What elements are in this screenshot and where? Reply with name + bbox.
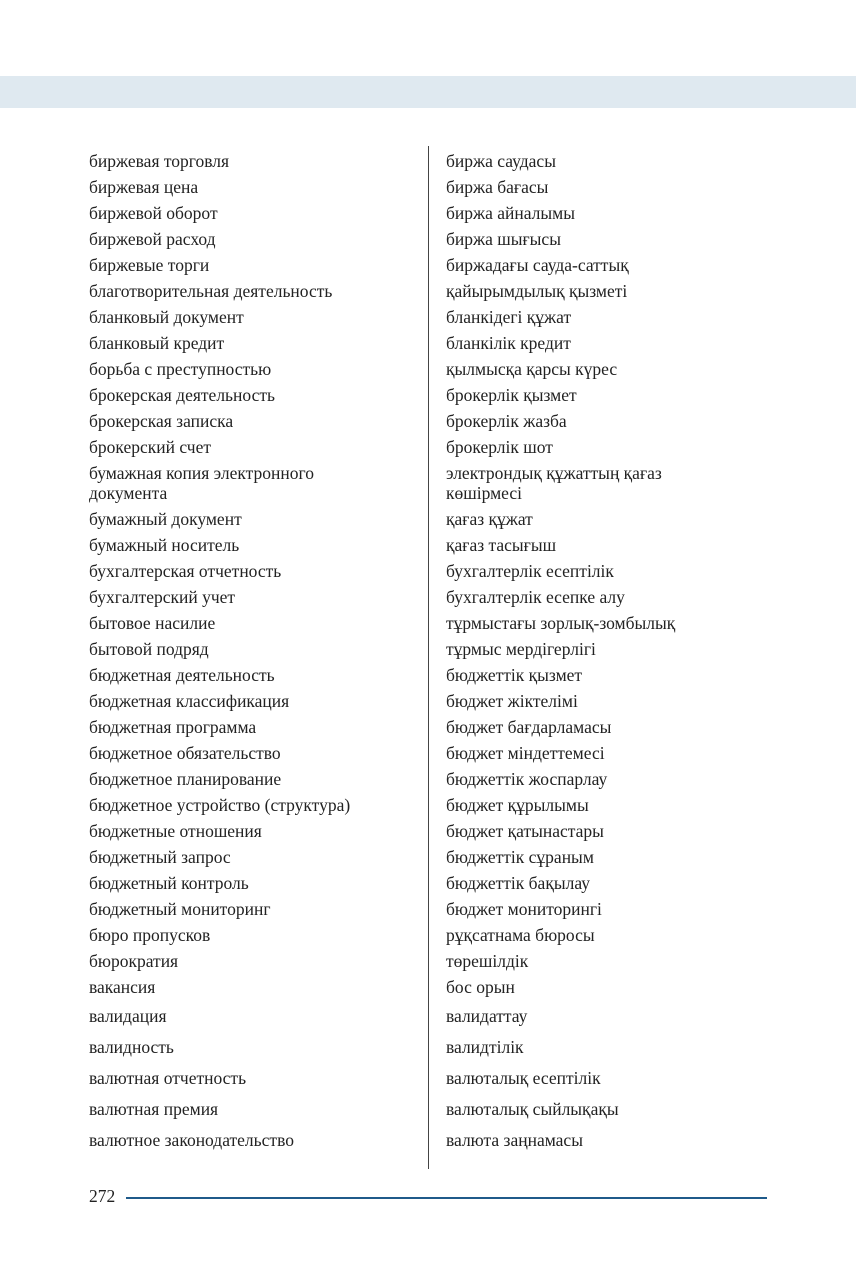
glossary-row [89, 330, 769, 356]
kazakh-term: бюджеттік жоспарлау [446, 769, 608, 789]
kazakh-term: тұрмыс мердігерлігі [446, 639, 596, 659]
kazakh-term: биржа айналымы [446, 203, 575, 223]
glossary-row [89, 382, 769, 408]
glossary-row [89, 356, 769, 382]
glossary-row [89, 1031, 769, 1062]
russian-term: брокерская деятельность [89, 385, 275, 405]
glossary-row [89, 148, 769, 174]
kazakh-term: бланкідегі құжат [446, 307, 572, 327]
kazakh-term: электрондық құжаттың қағаз көшірмесі [446, 463, 662, 503]
kazakh-term: төрешілдік [446, 951, 529, 971]
russian-term: валидность [89, 1036, 174, 1057]
glossary-row [89, 1062, 769, 1093]
kazakh-term: бюджеттік сұраным [446, 847, 594, 867]
kazakh-term: биржа бағасы [446, 177, 549, 197]
kazakh-term: биржа саудасы [446, 151, 556, 171]
kazakh-term: бухгалтерлік есепке алу [446, 587, 625, 607]
glossary-row [89, 792, 769, 818]
glossary-row [89, 408, 769, 434]
glossary-row [89, 304, 769, 330]
russian-term: брокерская записка [89, 411, 234, 431]
glossary-row [89, 434, 769, 460]
kazakh-term: брокерлік қызмет [446, 385, 577, 405]
glossary-table [89, 148, 769, 1155]
glossary-row [89, 896, 769, 922]
russian-term: бумажный носитель [89, 535, 240, 555]
glossary-row [89, 740, 769, 766]
glossary-row [89, 532, 769, 558]
glossary-row [89, 460, 769, 506]
kazakh-term: бюджет бағдарламасы [446, 717, 612, 737]
kazakh-term: бланкілік кредит [446, 333, 571, 353]
kazakh-term: биржадағы сауда-саттық [446, 255, 629, 275]
kazakh-term: валидтілік [446, 1036, 524, 1057]
russian-term: биржевая цена [89, 177, 199, 197]
kazakh-term: бюджеттік қызмет [446, 665, 583, 685]
russian-term: валютная премия [89, 1098, 219, 1119]
kazakh-term: қайырымдылық қызметі [446, 281, 628, 301]
kazakh-term: валидаттау [446, 1005, 528, 1026]
russian-term: биржевой оборот [89, 203, 218, 223]
kazakh-term: тұрмыстағы зорлық-зомбылық [446, 613, 676, 633]
russian-term: бюджетное планирование [89, 769, 282, 789]
glossary-row [89, 584, 769, 610]
kazakh-term: бос орын [446, 977, 515, 997]
russian-term: биржевая торговля [89, 151, 230, 171]
russian-term: бюджетное устройство (структура) [89, 795, 351, 815]
glossary-row [89, 688, 769, 714]
russian-term: брокерский счет [89, 437, 211, 457]
kazakh-term: бюджет құрылымы [446, 795, 589, 815]
glossary-row [89, 558, 769, 584]
glossary-row [89, 610, 769, 636]
glossary-row [89, 948, 769, 974]
russian-term: вакансия [89, 977, 156, 997]
kazakh-term: биржа шығысы [446, 229, 561, 249]
russian-term: бытовой подряд [89, 639, 209, 659]
glossary-row [89, 200, 769, 226]
glossary-row [89, 506, 769, 532]
glossary-row [89, 174, 769, 200]
russian-term: биржевые торги [89, 255, 210, 275]
kazakh-term: валюта заңнамасы [446, 1129, 583, 1150]
kazakh-term: бюджет жіктелімі [446, 691, 578, 711]
kazakh-term: қағаз тасығыш [446, 535, 557, 555]
russian-term: бюджетный контроль [89, 873, 249, 893]
kazakh-term: рұқсатнама бюросы [446, 925, 595, 945]
russian-term: бытовое насилие [89, 613, 216, 633]
russian-term: бухгалтерский учет [89, 587, 236, 607]
glossary-row [89, 278, 769, 304]
russian-term: валютная отчетность [89, 1067, 247, 1088]
russian-term: бюро пропусков [89, 925, 211, 945]
kazakh-term: бухгалтерлік есептілік [446, 561, 614, 581]
russian-term: валютное законодательство [89, 1129, 294, 1150]
glossary-row [89, 252, 769, 278]
kazakh-term: бюджеттік бақылау [446, 873, 590, 893]
glossary-row [89, 922, 769, 948]
russian-term: бюджетный мониторинг [89, 899, 271, 919]
russian-term: бумажный документ [89, 509, 242, 529]
kazakh-term: қылмысқа қарсы күрес [446, 359, 618, 379]
kazakh-term: бюджет міндеттемесі [446, 743, 605, 763]
russian-term: бюджетная классификация [89, 691, 290, 711]
russian-term: бухгалтерская отчетность [89, 561, 282, 581]
russian-term: бумажная копия электронного документа [89, 463, 314, 503]
kazakh-term: валюталық сыйлықақы [446, 1098, 619, 1119]
kazakh-term: бюджет қатынастары [446, 821, 604, 841]
header-band [0, 76, 856, 108]
russian-term: бюрократия [89, 951, 179, 971]
glossary-row [89, 662, 769, 688]
glossary-row [89, 870, 769, 896]
russian-term: бюджетная программа [89, 717, 257, 737]
russian-term: биржевой расход [89, 229, 216, 249]
glossary-row [89, 636, 769, 662]
kazakh-term: валюталық есептілік [446, 1067, 601, 1088]
kazakh-term: брокерлік жазба [446, 411, 567, 431]
glossary-row [89, 1000, 769, 1031]
glossary-row [89, 714, 769, 740]
russian-term: бюджетное обязательство [89, 743, 281, 763]
russian-term: благотворительная деятельность [89, 281, 333, 301]
kazakh-term: брокерлік шот [446, 437, 553, 457]
russian-term: бюджетные отношения [89, 821, 262, 841]
glossary-row [89, 226, 769, 252]
russian-term: бюджетная деятельность [89, 665, 275, 685]
russian-term: валидация [89, 1005, 167, 1026]
russian-term: борьба с преступностью [89, 359, 272, 379]
glossary-row [89, 766, 769, 792]
russian-term: бланковый кредит [89, 333, 225, 353]
kazakh-term: қағаз құжат [446, 509, 533, 529]
glossary-row [89, 844, 769, 870]
footer-rule [126, 1197, 767, 1199]
kazakh-term: бюджет мониторингі [446, 899, 602, 919]
glossary-row [89, 1093, 769, 1124]
page-number: 272 [89, 1186, 116, 1206]
russian-term: бюджетный запрос [89, 847, 231, 867]
glossary-row [89, 974, 769, 1000]
russian-term: бланковый документ [89, 307, 244, 327]
glossary-row [89, 818, 769, 844]
glossary-row [89, 1124, 769, 1155]
